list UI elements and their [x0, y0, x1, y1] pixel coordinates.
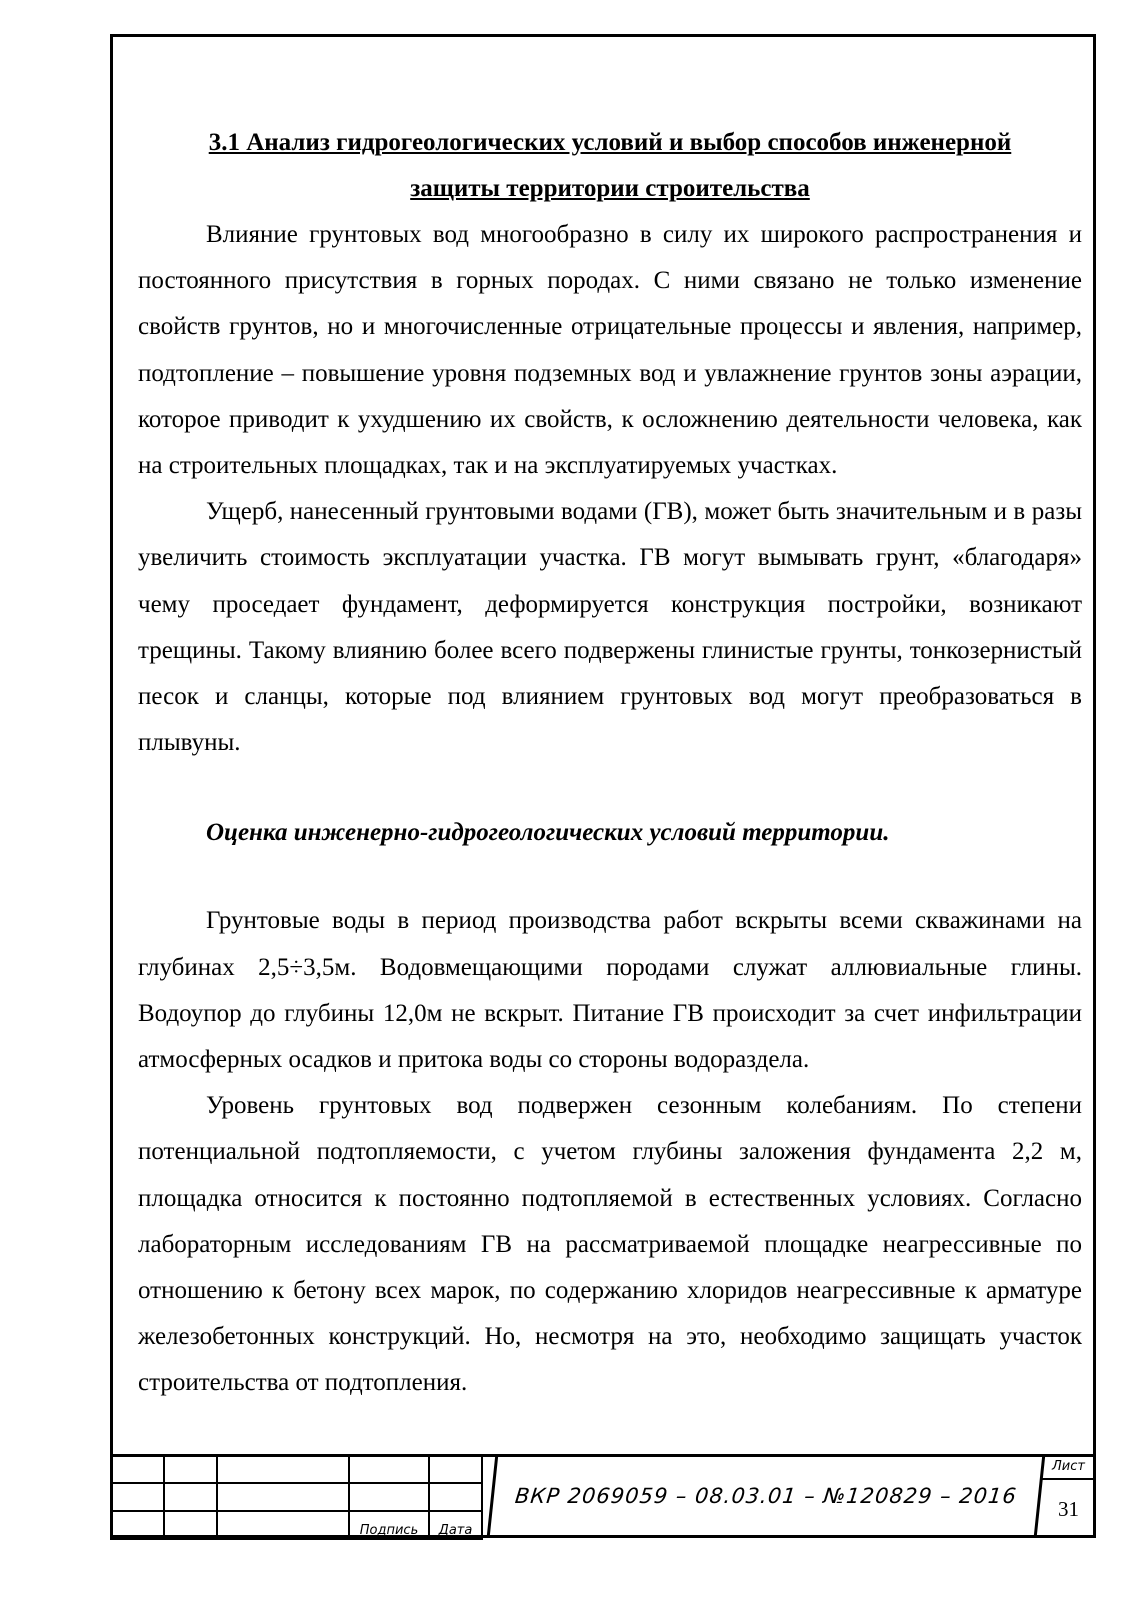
- document-code: ВКР 2069059 – 08.03.01 – №120829 – 2016: [487, 1454, 1046, 1538]
- revision-grid: [110, 1454, 483, 1540]
- title-block: [110, 1454, 1096, 1538]
- sheet-number: 31: [1058, 1496, 1079, 1521]
- sheet-label: Лист: [1041, 1454, 1096, 1480]
- grid-cell: [429, 1483, 482, 1511]
- section-heading-line-1: 3.1 Анализ гидрогеологических условий и выбор способов инженерной: [208, 129, 1012, 156]
- grid-cell: [164, 1455, 217, 1483]
- paragraph-intro-2: Ущерб, нанесенный грунтовыми водами (ГВ), может быть значительным и в разы увеличить стоимость эксплуатации участка. ГВ могут вымывать грунт, «благодаря» чему проседает фундамент, деформируется конструкция постройки, возникают трещины. Такому влиянию более всего подвержены глинистые грунты, тонкозернистый песок и сланцы, которые под влиянием грунтовых вод могут преобразоваться в плывуны.: [138, 498, 1082, 757]
- grid-cell: [111, 1483, 164, 1511]
- document-body: [138, 120, 1082, 1407]
- date-label: Дата: [429, 1511, 482, 1539]
- paragraph-intro-1: Влияние грунтовых вод многообразно в силу их широкого распространения и постоянного присутствия в горных породах. С ними связано не только изменение свойств грунтов, но и многочисленные отрицательные процессы и явления, например, подтопление – повышение уровня подземных вод и увлажнение грунтов зоны аэрации, которое приводит к ухудшению их свойств, к осложнению деятельности человека, как на строительных площадках, так и на эксплуатируемых участках.: [138, 221, 1082, 480]
- grid-cell: [217, 1511, 349, 1539]
- grid-cell: [429, 1455, 482, 1483]
- grid-cell: [111, 1511, 164, 1539]
- grid-cell: [217, 1483, 349, 1511]
- grid-cell: [164, 1483, 217, 1511]
- grid-cell: [111, 1455, 164, 1483]
- grid-cell: [217, 1455, 349, 1483]
- paragraph-assessment-2: Уровень грунтовых вод подвержен сезонным колебаниям. По степени потенциальной подтопляемости, с учетом глубины заложения фундамента 2,2 м, площадка относится к постоянно подтопляемой в естественных условиях. Согласно лабораторным исследованиям ГВ на рассматриваемой площадке неагрессивные по отношению к бетону всех марок, по содержанию хлоридов неагрессивные к арматуре железобетонных конструкций. Но, несмотря на это, необходимо защищать участок строительства от подтопления.: [138, 1092, 1082, 1397]
- subsection-heading: Оценка инженерно-гидрогеологических условий территории.: [206, 819, 890, 847]
- section-heading-line-2: защиты территории строительства: [410, 175, 810, 202]
- grid-cell: [349, 1455, 429, 1483]
- spacer: [138, 856, 1082, 898]
- grid-cell: [164, 1511, 217, 1539]
- grid-cell: [349, 1483, 429, 1511]
- paragraph-assessment-1: Грунтовые воды в период производства работ вскрыты всеми скважинами на глубинах 2,5÷3,5м. Водовмещающими породами служат аллювиальные глины. Водоупор до глубины 12,0м не вскрыт. Питание ГВ происходит за счет инфильтрации атмосферных осадков и притока воды со стороны водораздела.: [138, 907, 1082, 1074]
- spacer: [138, 766, 1082, 810]
- signature-label: Подпись: [349, 1511, 429, 1539]
